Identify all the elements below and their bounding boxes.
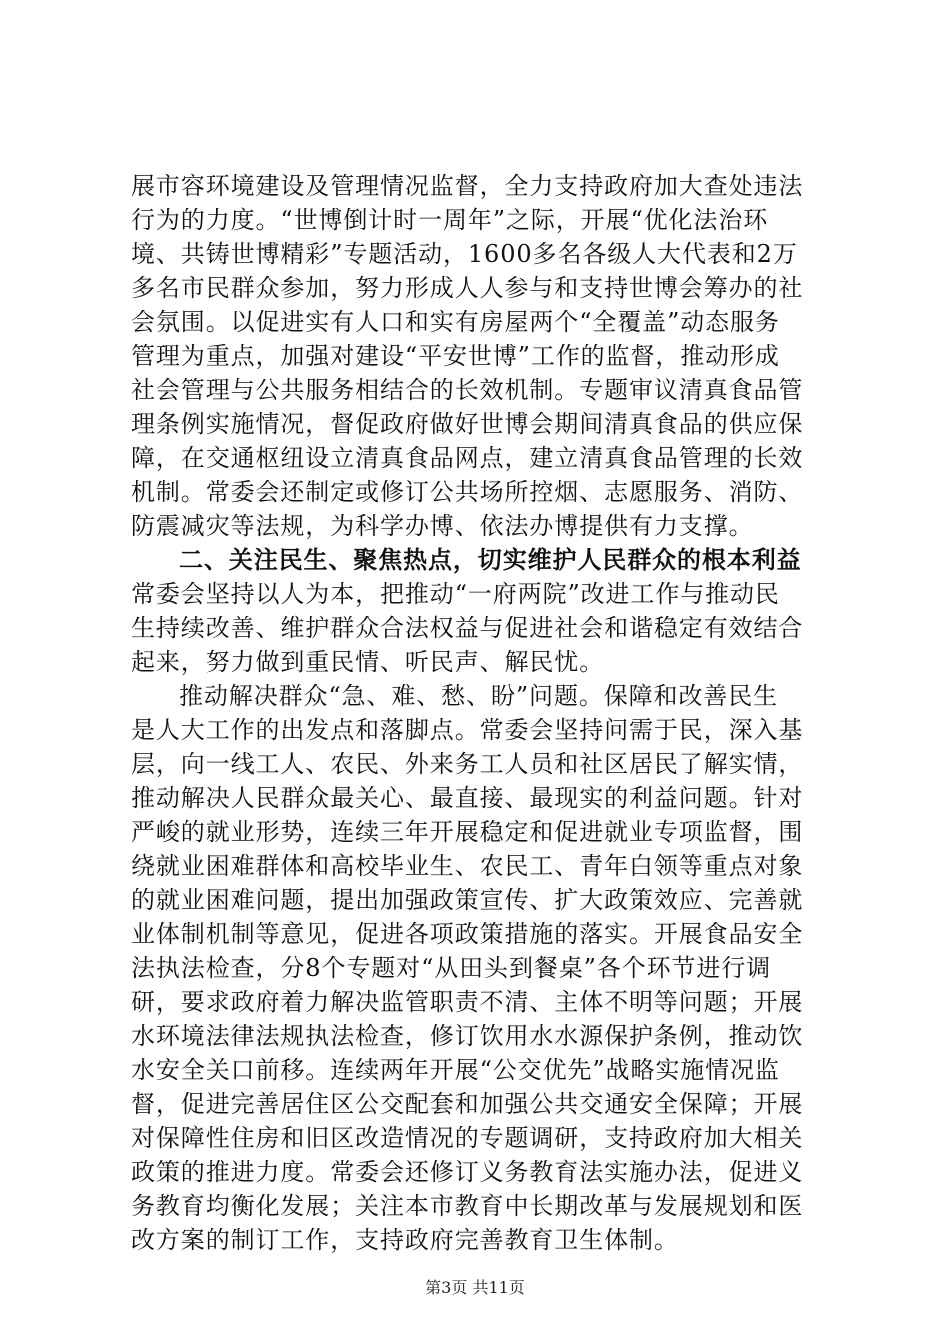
text-line: 展市容环境建设及管理情况监督，全力支持政府加大查处违法 xyxy=(131,172,804,200)
text-line: 业体制机制等意见，促进各项政策措施的落实。开展食品安全 xyxy=(131,920,804,948)
section-intro xyxy=(131,577,831,679)
text-line: 行为的力度。“世博倒计时一周年”之际，开展“优化法治环 xyxy=(131,206,769,234)
text-line: 推动解决人民群众最关心、最直接、最现实的利益问题。针对 xyxy=(131,784,804,812)
text-line: 务教育均衡化发展；关注本市教育中长期改革与发展规划和医 xyxy=(131,1192,804,1220)
page-footer xyxy=(0,1278,950,1298)
paragraph-continuation xyxy=(131,169,831,543)
paragraph-livelihood xyxy=(131,679,831,1257)
section-heading: 二、关注民生、聚焦热点，切实维护人民群众的根本利益 xyxy=(179,545,802,574)
section-heading-block xyxy=(131,543,831,577)
text-line: 机制。常委会还制定或修订公共场所控烟、志愿服务、消防、 xyxy=(131,478,804,506)
text-line: 改方案的制订工作，支持政府完善教育卫生体制。 xyxy=(131,1226,679,1254)
text-line: 障，在交通枢纽设立清真食品网点，建立清真食品管理的长效 xyxy=(131,444,804,472)
text-line: 法执法检查，分8个专题对“从田头到餐桌”各个环节进行调 xyxy=(131,954,772,982)
page-number-label: 第3页 共11页 xyxy=(425,1278,525,1297)
text-line: 督，促进完善居住区公交配套和加强公共交通安全保障；开展 xyxy=(131,1090,804,1118)
text-line: 的就业困难问题，提出加强政策宣传、扩大政策效应、完善就 xyxy=(131,886,804,914)
text-line: 对保障性住房和旧区改造情况的专题调研，支持政府加大相关 xyxy=(131,1124,804,1152)
text-line: 理条例实施情况，督促政府做好世博会期间清真食品的供应保 xyxy=(131,410,804,438)
text-line: 起来，努力做到重民情、听民声、解民忧。 xyxy=(131,648,605,676)
text-line: 生持续改善、维护群众合法权益与促进社会和谐稳定有效结合 xyxy=(131,614,804,642)
text-line: 水安全关口前移。连续两年开展“公交优先”战略实施情况监 xyxy=(131,1056,780,1084)
text-line: 常委会坚持以人为本，把推动“一府两院”改进工作与推动民 xyxy=(131,580,780,608)
text-line: 防震减灾等法规，为科学办博、依法办博提供有力支撑。 xyxy=(131,512,754,540)
text-line: 境、共铸世博精彩”专题活动，1600多名各级人大代表和2万 xyxy=(131,240,798,268)
text-line: 管理为重点，加强对建设“平安世博”工作的监督，推动形成 xyxy=(131,342,780,370)
text-line: 研，要求政府着力解决监管职责不清、主体不明等问题；开展 xyxy=(131,988,804,1016)
text-line: 层，向一线工人、农民、外来务工人员和社区居民了解实情， xyxy=(131,750,804,778)
text-line: 政策的推进力度。常委会还修订义务教育法实施办法，促进义 xyxy=(131,1158,804,1186)
text-line: 严峻的就业形势，连续三年开展稳定和促进就业专项监督，围 xyxy=(131,818,804,846)
text-line: 是人大工作的出发点和落脚点。常委会坚持问需于民，深入基 xyxy=(131,716,804,744)
text-line: 多名市民群众参加，努力形成人人参与和支持世博会筹办的社 xyxy=(131,274,804,302)
text-line: 绕就业困难群体和高校毕业生、农民工、青年白领等重点对象 xyxy=(131,852,804,880)
text-line: 推动解决群众“急、难、愁、盼”问题。保障和改善民生 xyxy=(179,682,779,710)
text-line: 社会管理与公共服务相结合的长效机制。专题审议清真食品管 xyxy=(131,376,804,404)
document-body xyxy=(131,169,831,1257)
text-line: 会氛围。以促进实有人口和实有房屋两个“全覆盖”动态服务 xyxy=(131,308,780,336)
text-line: 水环境法律法规执法检查，修订饮用水水源保护条例，推动饮 xyxy=(131,1022,804,1050)
